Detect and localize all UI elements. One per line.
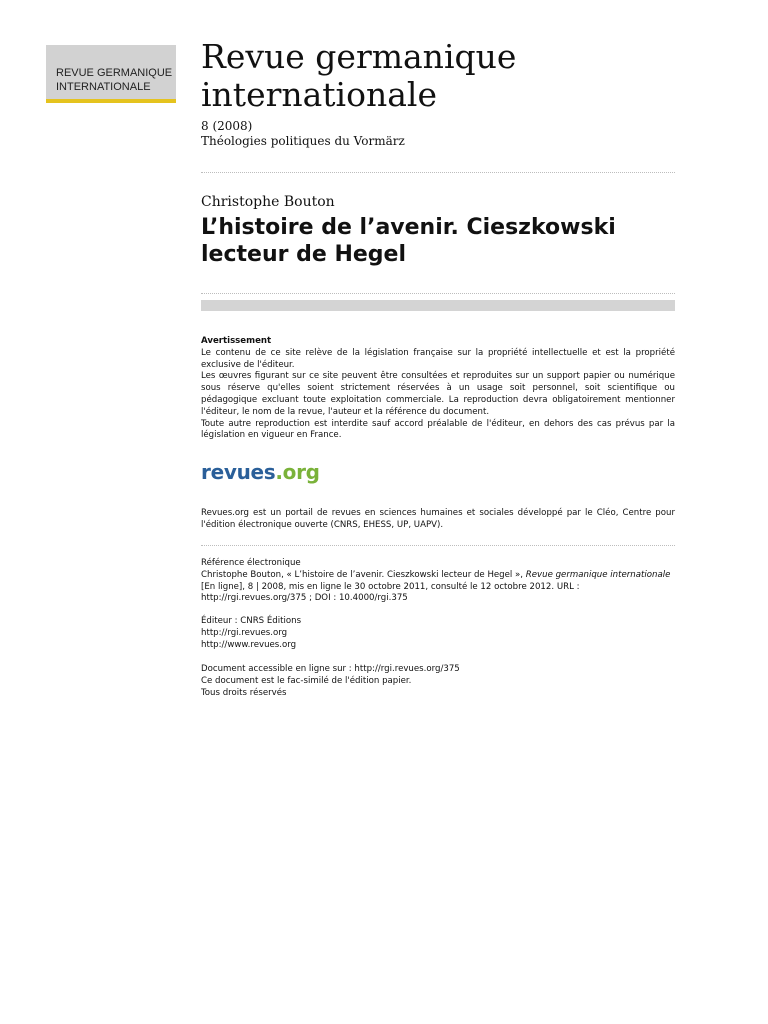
citation-journal: Revue germanique internationale [525,569,671,580]
revues-logo-part-2: .org [275,460,320,484]
divider [201,545,675,546]
logo-line-2: INTERNATIONALE [56,81,151,93]
grey-band [201,300,675,311]
reference-citation [201,570,675,605]
journal-logo [46,45,176,103]
article-title-line-1: L’histoire de l’avenir. Cieszkowski [201,215,616,240]
publisher-url-2[interactable]: http://www.revues.org [201,639,297,650]
logo-accent-bar [46,99,176,103]
electronic-reference [201,558,675,605]
warning-paragraph-1: Le contenu de ce site relève de la législation française sur la propriété intellectuelle et est la propriété exclusive de l'éditeur. [201,347,675,370]
citation-text-1: Christophe Bouton, « L’histoire de l’avenir. Cieszkowski lecteur de Hegel », [201,569,526,580]
divider [201,293,675,294]
reference-heading: Référence électronique [201,558,301,568]
article-title [201,214,675,268]
logo-line-1: REVUE GERMANIQUE [56,67,173,79]
citation-text-2: [En ligne], 8 | 2008, mis en ligne le 30 octobre 2011, consulté le 12 octobre 2012. URL : http://rgi.revues.org/375 ; DOI : 10.4000/rgi.375 [201,581,580,604]
issue-number: 8 (2008) [201,119,253,133]
access-line-2: Ce document est le fac-similé de l'édition papier. [201,675,412,686]
publisher-info [201,616,675,651]
issue-theme: Théologies politiques du Vormärz [201,134,405,148]
warning-paragraph-2: Les œuvres figurant sur ce site peuvent être consultées et reproduites sur un support papier ou numérique sous réserve qu'elles soient strictement réservées à un usage soit personnel, soit scientifique ou pédagogique excluant toute exploitation commerciale. La reproduction devra obligatoirement mentionner l'éditeur, le nom de la revue, l'auteur et la référence du document. [201,371,675,417]
warning-block [201,336,675,442]
publisher-name: Éditeur : CNRS Éditions [201,616,302,626]
warning-heading: Avertissement [201,336,272,346]
journal-logo-text [56,66,172,94]
portal-description: Revues.org est un portail de revues en sciences humaines et sociales développé par le Cléo, Centre pour l'édition électronique ouverte (CNRS, EHESS, UP, UAPV). [201,508,675,530]
journal-title-line-1: Revue germanique [201,37,517,76]
access-line-1: Document accessible en ligne sur : http://rgi.revues.org/375 [201,664,460,674]
journal-title [201,38,681,114]
article-title-line-2: lecteur de Hegel [201,242,406,267]
access-info [201,664,675,699]
revues-org-logo [201,459,320,485]
publisher-url-1[interactable]: http://rgi.revues.org [201,627,288,638]
warning-paragraph-3: Toute autre reproduction est interdite sauf accord préalable de l'éditeur, en dehors des cas prévus par la législation en vigueur en France. [201,418,675,441]
article-author: Christophe Bouton [201,194,335,210]
revues-logo-part-1: revues [201,460,276,484]
journal-title-line-2: internationale [201,75,437,114]
divider [201,172,675,173]
access-line-3: Tous droits réservés [201,687,287,698]
